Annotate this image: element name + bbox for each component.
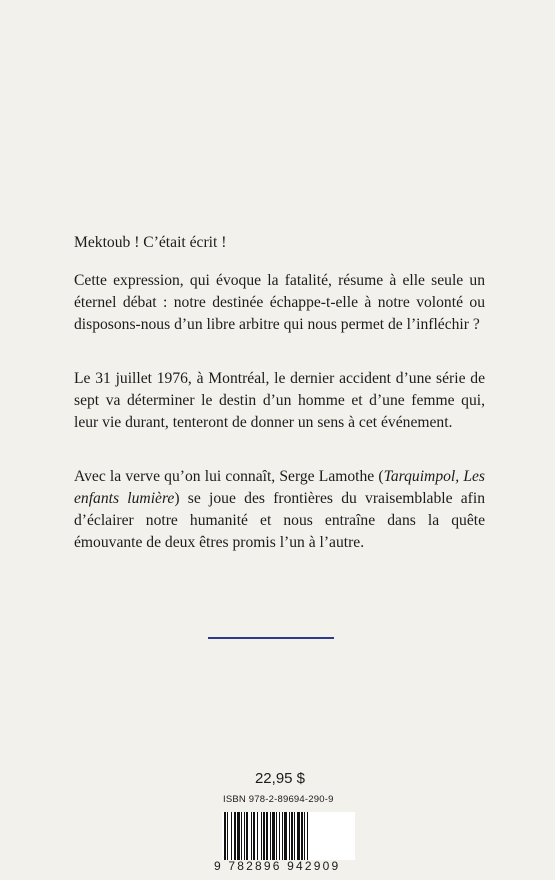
barcode-bar (272, 812, 275, 860)
author-intro: Avec la verve qu’on lui connaît, Serge Lamothe ( (74, 468, 384, 485)
other-titles: Tarquimpol, Les enfants lumière (74, 468, 485, 507)
barcode-bar (263, 812, 265, 860)
barcode-bar (307, 812, 308, 860)
barcode-bar (237, 812, 240, 860)
barcode-digits: 9 782896 942909 (214, 859, 341, 873)
barcode-bar (241, 812, 242, 860)
barcode-bar (246, 812, 248, 860)
barcode-bar (261, 812, 262, 860)
barcode-bar (234, 812, 236, 860)
barcode-bar (294, 812, 295, 860)
barcode-bar (297, 812, 300, 860)
barcode-bar (227, 812, 228, 860)
author-rest: ) se joue des frontières du vraisemblable afin d’éclairer notre humanité et nous entraîne dans la quête émouvante de deux êtres promis l’un à l’autre. (74, 490, 486, 551)
barcode-bar (301, 812, 303, 860)
barcode-bar (289, 812, 290, 860)
barcode-bar (224, 812, 226, 860)
opening-line: Mektoub ! C’était écrit ! (74, 234, 227, 251)
paragraph-fatality: Cette expression, qui évoque la fatalité, résume à elle seule un éternel débat : notre destinée échappe-t-elle à notre volonté ou disposons-nous d’un libre arbitre qui nous permet de l’infléchir ? (74, 272, 485, 333)
barcode-bar (257, 812, 258, 860)
barcode-bar (270, 812, 271, 860)
barcode-bar (266, 812, 268, 860)
barcode-bar (231, 812, 232, 860)
isbn: ISBN 978-2-89694-290-9 (223, 794, 334, 805)
barcode-bar (276, 812, 277, 860)
barcode-bar (291, 812, 293, 860)
barcode-bar (251, 812, 252, 860)
barcode-bar (244, 812, 245, 860)
paragraph-accident: Le 31 juillet 1976, à Montréal, le dernier accident d’une série de sept va déterminer le destin d’un homme et d’une femme qui, leur vie durant, tenteront de donner un sens à cet événement. (74, 370, 485, 431)
barcode-bar (279, 812, 280, 860)
barcode-bar (253, 812, 255, 860)
barcode-bar (282, 812, 283, 860)
paragraph-author (74, 466, 485, 554)
barcode-bar (304, 812, 305, 860)
barcode-bar (284, 812, 287, 860)
barcode (222, 812, 355, 860)
divider-line (208, 637, 334, 639)
barcode-bars (222, 812, 355, 860)
price: 22,95 $ (254, 770, 306, 787)
